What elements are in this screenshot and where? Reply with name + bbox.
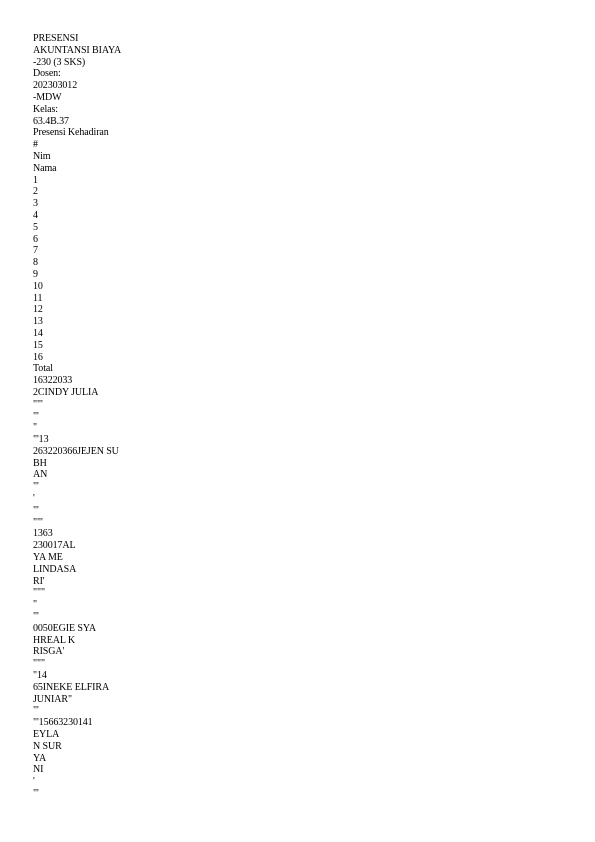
text-line: YA ME [33,552,63,564]
text-line: 263220366JEJEN SU [33,445,119,457]
text-line: EYLA [33,729,60,741]
text-line: 2CINDY JULIA [33,386,99,398]
text-line: """ [33,587,45,599]
text-line: "' [33,481,39,493]
text-line: BH [33,457,47,469]
text-line: 13 [33,316,43,328]
text-line: # [33,139,38,151]
text-line: HREAL K [33,634,75,646]
text-line: 4 [33,209,38,221]
text-line: Presensi Kehadiran [33,127,109,139]
text-line: 1 [33,174,38,186]
text-line: 6 [33,233,38,245]
text-line: Nama [33,162,57,174]
text-line: 5 [33,221,38,233]
text-line: -MDW [33,91,62,103]
text-line: ' [33,493,35,505]
text-line: PRESENSI [33,33,79,44]
text-line: AKUNTANSI BIAYA [33,44,122,56]
text-line: 202303012 [33,80,78,92]
text-line: "'13 [33,434,49,446]
text-line: N SUR [33,740,62,752]
text-line: " [33,599,37,611]
attendance-text-lines [33,33,121,800]
text-line: NI [33,764,44,776]
text-line: 9 [33,268,38,280]
text-line: "' [33,611,39,623]
text-line: LINDASA [33,563,77,575]
text-line: 63.4B.37 [33,115,69,127]
text-line: 3 [33,198,38,210]
text-line: "' [33,788,39,799]
text-line: "' [33,705,39,717]
text-line: "14 [33,670,47,682]
text-line: JUNIAR" [33,693,72,705]
text-line: -230 (3 SKS) [33,56,86,68]
text-line: 10 [33,280,43,292]
text-line: Dosen: [33,68,61,80]
text-line: ""' [33,398,43,410]
text-line: 15 [33,339,43,351]
text-line: """ [33,658,45,670]
text-line: Nim [33,150,51,162]
text-line: RISGA' [33,646,65,658]
text-line: 16 [33,351,43,363]
text-line: 8 [33,257,38,269]
text-line: Total [33,363,53,375]
text-line: 65INEKE ELFIRA [33,681,110,693]
text-line: 12 [33,304,43,316]
text-line: "' [33,504,39,516]
text-line: Kelas: [33,103,58,115]
text-line: ' [33,776,35,788]
text-line: YA [33,752,47,764]
text-line: ""' [33,516,43,528]
text-line: RI' [33,575,45,587]
text-line: " [33,422,37,434]
text-line: 14 [33,327,43,339]
text-line: 0050EGIE SYA [33,622,96,634]
text-line: 230017AL [33,540,76,552]
text-line: "' [33,410,39,422]
text-line: AN [33,469,48,481]
text-line: 7 [33,245,38,257]
text-line: 16322033 [33,375,73,387]
text-line: 11 [33,292,43,304]
text-line: "'15663230141 [33,717,93,729]
text-line: 2 [33,186,38,198]
text-line: 1363 [33,528,53,540]
